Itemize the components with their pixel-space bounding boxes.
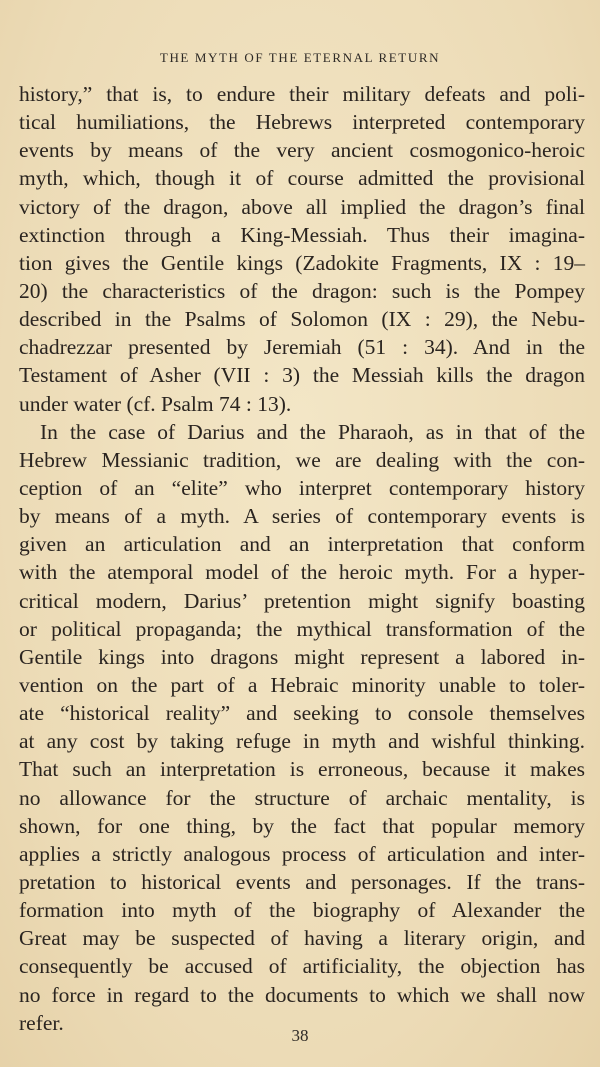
body-text bbox=[19, 80, 585, 1037]
text-line: pretation to historical events and personages. If the trans- bbox=[19, 869, 585, 894]
text-line: ate “historical reality” and seeking to console themselves bbox=[19, 701, 585, 726]
text-line: or political propaganda; the mythical transformation of the bbox=[19, 616, 585, 641]
text-line: victory of the dragon, above all implied the dragon’s final bbox=[19, 194, 585, 219]
page-number: 38 bbox=[291, 1026, 309, 1045]
text-line: 20) the characteristics of the dragon: such is the Pompey bbox=[19, 278, 585, 303]
text-line: Gentile kings into dragons might represent a labored in- bbox=[19, 644, 585, 669]
text-line: applies a strictly analogous process of articulation and inter- bbox=[19, 841, 585, 866]
text-line: described in the Psalms of Solomon (IX : 29), the Nebu- bbox=[19, 307, 585, 332]
text-line: formation into myth of the biography of Alexander the bbox=[19, 898, 585, 923]
text-line: by means of a myth. A series of contemporary events is bbox=[19, 504, 585, 529]
text-line: Testament of Asher (VII : 3) the Messiah kills the dragon bbox=[19, 363, 585, 388]
text-line: Great may be suspected of having a literary origin, and bbox=[19, 926, 585, 951]
text-line: chadrezzar presented by Jeremiah (51 : 34). And in the bbox=[19, 335, 585, 360]
text-line: history,” that is, to endure their military defeats and poli- bbox=[19, 82, 585, 106]
text-line: vention on the part of a Hebraic minority unable to toler- bbox=[19, 672, 585, 697]
text-line: extinction through a King-Messiah. Thus their imagina- bbox=[19, 222, 585, 247]
text-line: tion gives the Gentile kings (Zadokite Fragments, IX : 19– bbox=[19, 250, 585, 275]
text-line: given an articulation and an interpretation that conform bbox=[19, 532, 585, 557]
text-line: under water (cf. Psalm 74 : 13). bbox=[19, 391, 292, 416]
text-line: consequently be accused of artificiality, the objection has bbox=[19, 954, 585, 979]
text-line: with the atemporal model of the heroic myth. For a hyper- bbox=[19, 560, 585, 585]
text-line: no force in regard to the documents to which we shall now bbox=[19, 982, 585, 1007]
text-line: no allowance for the structure of archaic mentality, is bbox=[19, 785, 585, 810]
text-line: ception of an “elite” who interpret contemporary history bbox=[19, 475, 585, 500]
text-line: refer. bbox=[19, 1010, 64, 1035]
text-line: Hebrew Messianic tradition, we are dealing with the con- bbox=[19, 447, 585, 472]
text-line: critical modern, Darius’ pretention might signify boasting bbox=[19, 588, 585, 613]
text-line: In the case of Darius and the Pharaoh, as in that of the bbox=[40, 419, 585, 444]
text-line: tical humiliations, the Hebrews interpreted contemporary bbox=[19, 110, 585, 135]
text-line: That such an interpretation is erroneous, because it makes bbox=[19, 757, 585, 782]
paragraph bbox=[19, 418, 585, 1037]
text-line: shown, for one thing, by the fact that popular memory bbox=[19, 813, 585, 838]
paragraph bbox=[19, 80, 585, 418]
running-head: THE MYTH OF THE ETERNAL RETURN bbox=[159, 50, 441, 65]
text-line: myth, which, though it of course admitted the provisional bbox=[19, 166, 585, 191]
text-line: events by means of the very ancient cosmogonico-heroic bbox=[19, 138, 585, 163]
text-line: at any cost by taking refuge in myth and wishful thinking. bbox=[19, 729, 585, 754]
